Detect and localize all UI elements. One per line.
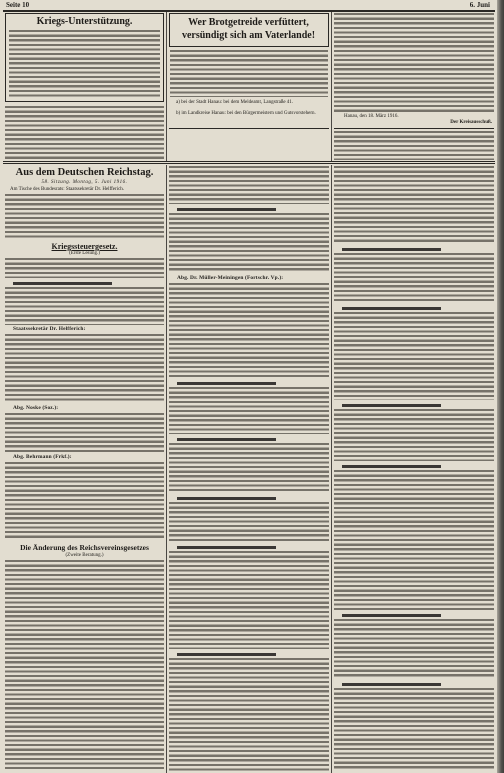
page-number: Seite 10 <box>6 1 30 9</box>
war-tax-heading: Kriegssteuergesetz. <box>51 242 118 251</box>
notice-place-date: Hanau, den 18. März 1916. <box>344 114 399 119</box>
speaker-line <box>169 651 329 658</box>
speaker-line <box>334 305 494 312</box>
section-rule <box>334 128 494 129</box>
office-district: b) im Landkreise Hanau: bei den Bürgermeistern und Gutsvorstehern. <box>176 111 316 116</box>
speaker-behrmann: Abg. Behrmann (Frkf.): <box>13 454 72 460</box>
column-rule <box>331 165 332 773</box>
text-block <box>169 551 329 649</box>
text-block <box>5 413 164 452</box>
text-block <box>5 194 164 240</box>
speaker-line <box>334 463 494 470</box>
section-divider <box>3 163 495 164</box>
text-block <box>334 13 494 113</box>
grain-warning-line1: Wer Brotgetreide verfüttert, <box>188 17 309 28</box>
text-block <box>334 688 494 771</box>
header-rule <box>3 10 495 12</box>
grain-warning-line2: versündigt sich am Vaterlande! <box>181 30 316 41</box>
text-block <box>334 409 494 461</box>
text-block <box>334 312 494 400</box>
text-block <box>5 287 164 325</box>
text-block <box>169 283 329 378</box>
text-block <box>169 443 329 493</box>
text-block <box>334 131 494 160</box>
text-block <box>334 470 494 610</box>
text-block <box>9 30 160 99</box>
text-block <box>334 253 494 303</box>
grain-warning-box <box>169 13 329 47</box>
text-block <box>334 619 494 679</box>
section-divider <box>3 161 495 162</box>
column-rule <box>331 12 332 161</box>
text-block <box>5 334 164 403</box>
text-block <box>169 166 329 204</box>
column-rule <box>166 165 167 773</box>
text-block <box>5 258 164 278</box>
text-block <box>169 387 329 434</box>
speaker-line <box>169 206 329 213</box>
war-tax-reading: (Erste Lesung.) <box>69 251 100 256</box>
text-block <box>169 502 329 542</box>
speaker-line <box>169 544 329 551</box>
speaker-line <box>334 402 494 409</box>
speaker-mueller-meiningen: Abg. Dr. Müller-Meiningen (Fortschr. Vp.): <box>177 275 284 281</box>
bundesrat-line: Am Tische des Bundesrats: Staatssekretär Dr. Helfferich. <box>10 187 125 192</box>
speaker-line <box>334 681 494 688</box>
speaker-noske: Abg. Noske (Soz.): <box>13 405 59 411</box>
office-city: a) bei der Stadt Hanau: bei dem Meldeamt, Langstraße 41. <box>176 100 294 105</box>
text-block <box>169 658 329 771</box>
text-block <box>5 560 164 771</box>
war-support-title: Kriegs-Unterstützung. <box>36 16 133 27</box>
section-rule <box>169 128 329 129</box>
speaker-line <box>169 436 329 443</box>
text-block <box>334 166 494 244</box>
text-block <box>5 462 164 539</box>
session-line: 58. Sitzung. Montag, 5. Juni 1916. <box>41 180 128 185</box>
speaker-line <box>334 246 494 253</box>
association-law-reading: (Zweite Beratung.) <box>65 553 104 558</box>
notice-signature: Der Kreisausschuß. <box>450 120 492 125</box>
text-block <box>170 50 328 97</box>
speaker-line <box>169 495 329 502</box>
war-support-notice <box>5 13 164 102</box>
issue-date: 6. Juni <box>469 1 490 9</box>
association-law-heading: Die Änderung des Reichsvereinsgesetzes <box>20 543 149 552</box>
column-rule <box>166 12 167 161</box>
speaker-line <box>169 380 329 387</box>
scan-edge <box>497 0 504 773</box>
speaker-helfferich: Staatssekretär Dr. Helfferich: <box>13 326 86 332</box>
speaker-line <box>334 612 494 619</box>
text-block <box>169 213 329 273</box>
speaker-line <box>5 280 164 287</box>
text-block <box>5 106 164 160</box>
reichstag-title: Aus dem Deutschen Reichstag. <box>15 167 154 178</box>
